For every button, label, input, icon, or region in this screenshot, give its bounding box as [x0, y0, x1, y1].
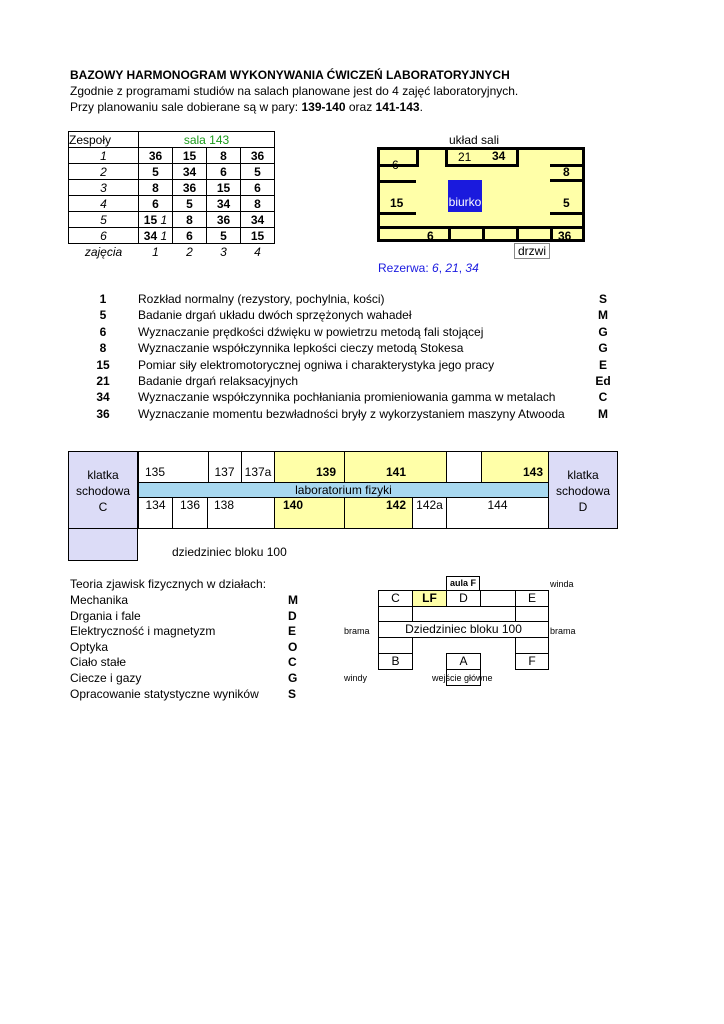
- bench-wall: [482, 226, 485, 240]
- stairwell-label: klatka: [567, 468, 599, 482]
- schedule-cell: 15: [241, 228, 275, 244]
- table-row: [69, 228, 275, 244]
- pair-2: 141-143: [375, 100, 420, 114]
- stairwell-label: schodowa: [75, 484, 131, 498]
- experiment-name: Badanie drgań układu dwóch sprzężonych wahadeł: [138, 308, 412, 323]
- bench-wall: [380, 212, 416, 215]
- table-row: [69, 180, 275, 196]
- courtyard-map: Dziedziniec bloku 100: [378, 621, 549, 638]
- map-blank: [515, 637, 549, 654]
- room-142a: 142a: [412, 497, 447, 529]
- footer-label: zajęcia: [84, 244, 123, 259]
- experiment-name: Rozkład normalny (rezystory, pochylnia, kości): [138, 292, 385, 306]
- station-label: 15: [390, 196, 404, 210]
- schedule-cell: 8: [241, 196, 275, 212]
- room-144: 144: [446, 497, 549, 529]
- experiment-number: 8: [99, 341, 107, 356]
- theory-code: M: [288, 593, 298, 607]
- building-f: F: [515, 653, 549, 670]
- stairwell-label: D: [578, 500, 588, 514]
- reserve-sep: ,: [458, 261, 466, 275]
- reserve-item: 21: [445, 261, 459, 275]
- experiment-code: Ed: [595, 374, 611, 388]
- list-item: [70, 341, 610, 357]
- experiment-name: Badanie drgań relaksacyjnych: [138, 374, 299, 388]
- schedule-cell: 5: [173, 196, 207, 212]
- footer-col: 1: [152, 244, 159, 259]
- room-layout-title: układ sali: [449, 133, 500, 147]
- table-row: [69, 196, 275, 212]
- experiment-name: Wyznaczanie prędkości dźwięku w powietrzu metodą fali stojącej: [138, 324, 484, 339]
- building-a: A: [446, 653, 481, 670]
- experiment-code: E: [598, 357, 607, 372]
- bench-wall: [380, 180, 416, 183]
- room-137: 137: [208, 451, 242, 483]
- schedule-cell: [139, 228, 173, 244]
- station-label: 6: [392, 158, 399, 172]
- experiment-number: 1: [99, 292, 107, 306]
- table-row: [69, 148, 275, 164]
- team-number: 6: [69, 228, 139, 244]
- team-number: 5: [69, 212, 139, 228]
- schedule-cell: 6: [173, 228, 207, 244]
- table-row: [69, 164, 275, 180]
- experiment-name: Wyznaczanie momentu bezwładności bryły z wykorzystaniem maszyny Atwooda: [138, 406, 565, 421]
- building-c: C: [378, 590, 413, 607]
- intro-line: Zgodnie z programami studiów na salach planowane jest do 4 zajęć laboratoryjnych.: [70, 84, 519, 98]
- cell-subscript: 1: [160, 212, 168, 227]
- pairs-suffix: .: [419, 100, 423, 114]
- room-135: 135: [138, 451, 209, 483]
- schedule-table: [68, 131, 275, 260]
- schedule-cell: 34: [241, 212, 275, 228]
- map-blank: [378, 606, 413, 622]
- courtyard-label: dziedziniec bloku 100: [172, 545, 287, 559]
- list-item: [70, 325, 610, 341]
- building-lf: LF: [412, 590, 447, 607]
- schedule-cell: 8: [173, 212, 207, 228]
- theory-code: G: [288, 671, 298, 685]
- schedule-cell: 6: [207, 164, 241, 180]
- room-139: 139: [274, 451, 345, 483]
- schedule-cell: 6: [139, 196, 173, 212]
- courtyard-block: [68, 528, 138, 561]
- station-label: 6: [427, 229, 434, 243]
- brama-left: brama: [344, 626, 370, 636]
- theory-code: D: [288, 608, 297, 623]
- pairs-prefix: Przy planowaniu sale dobierane są w pary:: [70, 100, 302, 114]
- schedule-cell: 6: [241, 180, 275, 196]
- team-number: 3: [69, 180, 139, 196]
- map-blank: [480, 590, 516, 607]
- schedule-cell: 36: [139, 148, 173, 164]
- team-number: 1: [69, 148, 139, 164]
- reserve-line: [378, 261, 479, 275]
- theory-item: Opracowanie statystyczne wyników: [70, 686, 259, 701]
- theory-code: O: [288, 639, 298, 654]
- room-header: sala 143: [139, 132, 275, 148]
- schedule-cell: 5: [139, 164, 173, 180]
- station-label: 34: [492, 149, 506, 163]
- room-140: 140: [274, 497, 345, 529]
- experiment-code: C: [598, 390, 608, 405]
- map-blank: [515, 606, 549, 622]
- list-item: [70, 308, 610, 324]
- room-142: 142: [344, 497, 413, 529]
- experiment-code: S: [598, 292, 607, 306]
- page-title: BAZOWY HARMONOGRAM WYKONYWANIA ĆWICZEŃ LABORATORYJNYCH: [70, 68, 510, 82]
- bench-wall: [516, 226, 519, 240]
- bench-wall: [416, 150, 419, 167]
- experiment-name: Wyznaczanie współczynnika pochłaniania promieniowania gamma w metalach: [138, 390, 556, 405]
- list-item: [70, 374, 610, 390]
- schedule-cell: 34: [173, 164, 207, 180]
- pairs-line: [70, 100, 423, 114]
- windy-label: windy: [344, 673, 368, 683]
- footer-col: 4: [254, 244, 261, 259]
- theory-item: Optyka: [70, 639, 109, 654]
- bench-wall: [445, 164, 519, 167]
- table-row: [69, 212, 275, 228]
- bench-wall: [550, 226, 553, 240]
- station-label: 36: [558, 229, 572, 243]
- theory-item: Drgania i fale: [70, 608, 141, 623]
- schedule-cell: 8: [139, 180, 173, 196]
- stairwell-c: [68, 451, 138, 529]
- bench-wall: [550, 212, 585, 215]
- team-number: 4: [69, 196, 139, 212]
- list-item: [70, 390, 610, 406]
- stairwell-d: [548, 451, 618, 529]
- stairwell-label: klatka: [87, 468, 119, 482]
- pair-1: 139-140: [301, 100, 346, 114]
- stairwell-label: C: [98, 500, 108, 514]
- experiment-code: G: [598, 341, 608, 356]
- room-layout: [377, 147, 585, 242]
- theory-code: S: [288, 686, 297, 701]
- map-blank: [378, 637, 413, 654]
- station-label: 21: [458, 150, 472, 164]
- theory-item: Ciecze i gazy: [70, 671, 142, 685]
- schedule-cell: 15: [207, 180, 241, 196]
- cell-value: 34: [143, 228, 158, 243]
- room-blank: [446, 451, 482, 483]
- schedule-cell: 36: [241, 148, 275, 164]
- theory-item: Mechanika: [70, 593, 129, 607]
- room-143: 143: [481, 451, 549, 483]
- experiment-name: Wyznaczanie współczynnika lepkości cieczy metodą Stokesa: [138, 341, 464, 356]
- theory-code: E: [288, 624, 297, 639]
- experiment-code: M: [598, 308, 608, 323]
- experiment-number: 36: [96, 406, 110, 421]
- schedule-cell: 36: [207, 212, 241, 228]
- aula-f: aula F: [446, 576, 480, 591]
- building-e: E: [515, 590, 549, 607]
- room-137a: 137a: [241, 451, 275, 483]
- footer-col: 3: [220, 244, 227, 259]
- station-label: 8: [563, 165, 570, 179]
- pairs-mid: oraz: [345, 100, 376, 114]
- experiment-number: 21: [96, 374, 110, 388]
- reserve-item: 6: [432, 261, 439, 275]
- bench-wall: [550, 179, 585, 182]
- room-136: 136: [172, 497, 208, 529]
- bench-wall: [448, 226, 451, 240]
- room-138: 138: [207, 497, 275, 529]
- room-134: 134: [138, 497, 173, 529]
- experiment-name: Pomiar siły elektromotorycznej ogniwa i charakterystyka jego pracy: [138, 357, 495, 372]
- entrance-label: wejście główne: [432, 673, 493, 683]
- desk: biurko: [448, 180, 482, 212]
- station-label: 5: [563, 196, 570, 210]
- schedule-cell: [139, 212, 173, 228]
- schedule-cell: 5: [241, 164, 275, 180]
- theory-title: Teoria zjawisk fizycznych w działach:: [70, 577, 267, 591]
- stairwell-label: schodowa: [555, 484, 611, 498]
- schedule-cell: 5: [207, 228, 241, 244]
- door-label: drzwi: [514, 243, 550, 259]
- theory-code: C: [288, 655, 297, 670]
- schedule-cell: 36: [173, 180, 207, 196]
- list-item: [70, 292, 610, 308]
- experiment-number: 6: [99, 324, 107, 339]
- team-number: 2: [69, 164, 139, 180]
- corridor: laboratorium fizyki: [138, 482, 549, 498]
- winda-label: winda: [550, 579, 574, 589]
- footer-col: 2: [186, 244, 193, 259]
- brama-right: brama: [550, 626, 576, 636]
- experiment-code: G: [598, 324, 608, 339]
- building-b: B: [378, 653, 413, 670]
- schedule-cell: 34: [207, 196, 241, 212]
- theory-item: Elektryczność i magnetyzm: [70, 624, 216, 639]
- teams-header: Zespoły: [69, 132, 139, 148]
- reserve-prefix: Rezerwa:: [378, 261, 433, 275]
- reserve-item: 34: [465, 261, 479, 275]
- reserve-sep: ,: [438, 261, 446, 275]
- theory-item: Ciało stałe: [70, 655, 127, 670]
- list-item: [70, 358, 610, 374]
- schedule-cell: 8: [207, 148, 241, 164]
- experiment-code: M: [598, 406, 608, 421]
- experiment-number: 15: [96, 357, 110, 372]
- room-141: 141: [344, 451, 447, 483]
- list-item: [70, 407, 610, 423]
- building-d: D: [446, 590, 481, 607]
- experiment-number: 5: [99, 308, 107, 323]
- cell-subscript: 1: [160, 228, 168, 243]
- experiment-number: 34: [96, 390, 110, 405]
- cell-value: 15: [143, 212, 158, 227]
- schedule-cell: 15: [173, 148, 207, 164]
